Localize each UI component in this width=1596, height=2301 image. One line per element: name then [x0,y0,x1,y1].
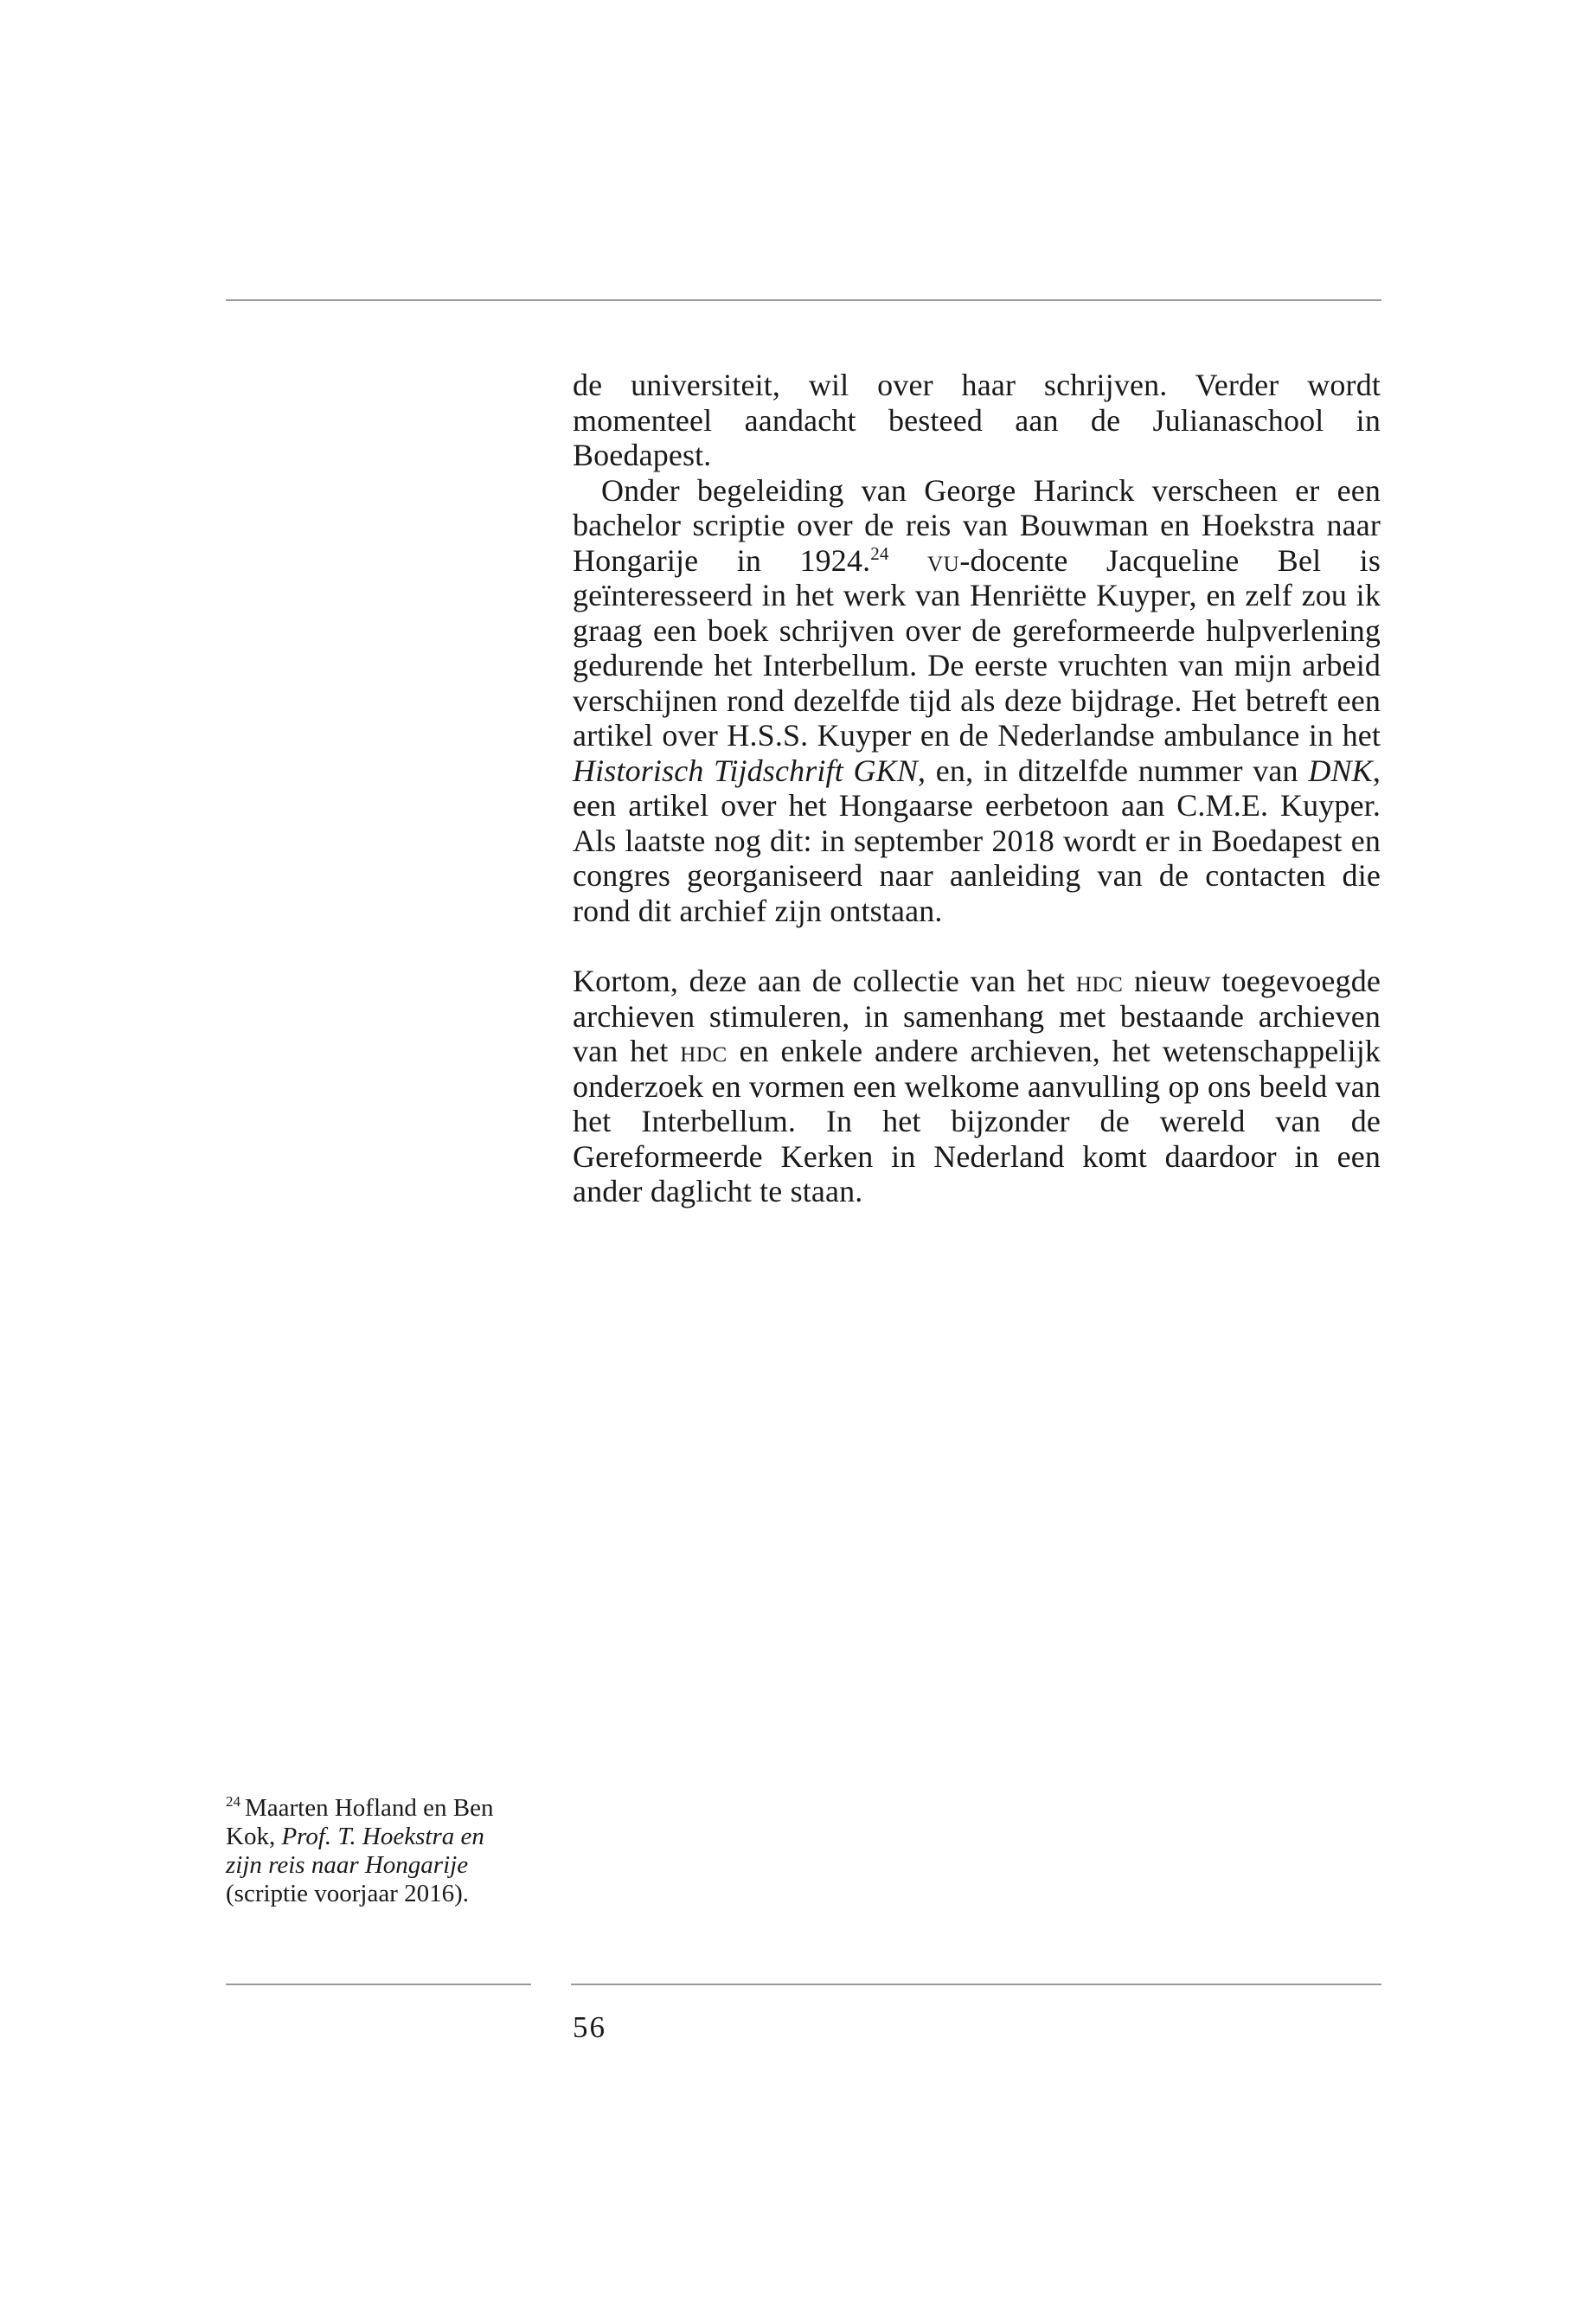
page-number: 56 [573,2010,606,2044]
footnote-thesis-title: Prof. T. Hoekstra en zijn reis naar Hongarije [226,1823,484,1879]
paragraph-2-text-d: , een artikel over het Hongaarse eerbetoon aan C.M.E. Kuyper. Als laatste nog dit: in september 2018 wordt er in Boedapest en congres georganiseerd naar aanleiding van de contacten die rond dit archief zijn ontstaan. [573,753,1381,928]
main-text-column [573,368,1381,1209]
paragraph-2-text-a: Onder begeleiding van George Harinck verscheen er een bachelor scriptie over de reis van Bouwman en Hoekstra naar Hongarije in 1924. [573,472,1381,578]
abbr-hdc: hdc [1075,964,1124,998]
footnote-number: 24 [226,1793,240,1810]
paragraph-2-text-c: , en, in ditzelfde nummer van [917,753,1309,788]
paragraph-1 [573,368,1381,473]
paragraph-3-text-b: nieuw toegevoegde archieven stimuleren, in samenhang met bestaande archieven van het [573,964,1381,1068]
footnote-text-a: Maarten Hofland en Ben Kok, [226,1794,494,1850]
journal-title: Historisch Tijdschrift GKN [573,753,918,788]
bottom-rule [571,1984,1381,1985]
paragraph-3 [573,964,1381,1209]
paragraph-2-text-b: -docente Jacqueline Bel is geïnteresseerd in het werk van Henriëtte Kuyper, en zelf zou ik graag een boek schrijven over de gereformeerde hulpverlening gedurende het Interbellum. De eerste vruchten van mijn arbeid verschijnen rond dezelfde tijd als deze bijdrage. Het betreft een artikel over H.S.S. Kuyper en de Nederlandse ambulance in het [573,542,1381,753]
footnote-text-b: (scriptie voorjaar 2016). [226,1880,470,1907]
abbr-hdc: hdc [680,1034,727,1068]
footnote [226,1794,520,1908]
paragraph-1-text: de universiteit, wil over haar schrijven. Verder wordt momenteel aandacht besteed aan de Julianaschool in Boedapest. [573,368,1381,472]
paragraph-3-text-a: Kortom, deze aan de collectie van het [573,964,1076,998]
top-rule [226,299,1381,301]
footnote-reference[interactable]: 24 [870,542,889,564]
paragraph-2 [573,473,1381,929]
footnote-rule [226,1984,531,1985]
abbr-vu: vu [927,542,960,578]
paragraph-3-text-c: en enkele andere archieven, het wetenschappelijk onderzoek en vormen een welkome aanvulling op ons beeld van het Interbellum. In het bijzonder de wereld van de Gereformeerde Kerken in Nederland komt daardoor in een ander daglicht te staan. [573,1034,1381,1208]
dnk-title: DNK [1308,753,1373,788]
